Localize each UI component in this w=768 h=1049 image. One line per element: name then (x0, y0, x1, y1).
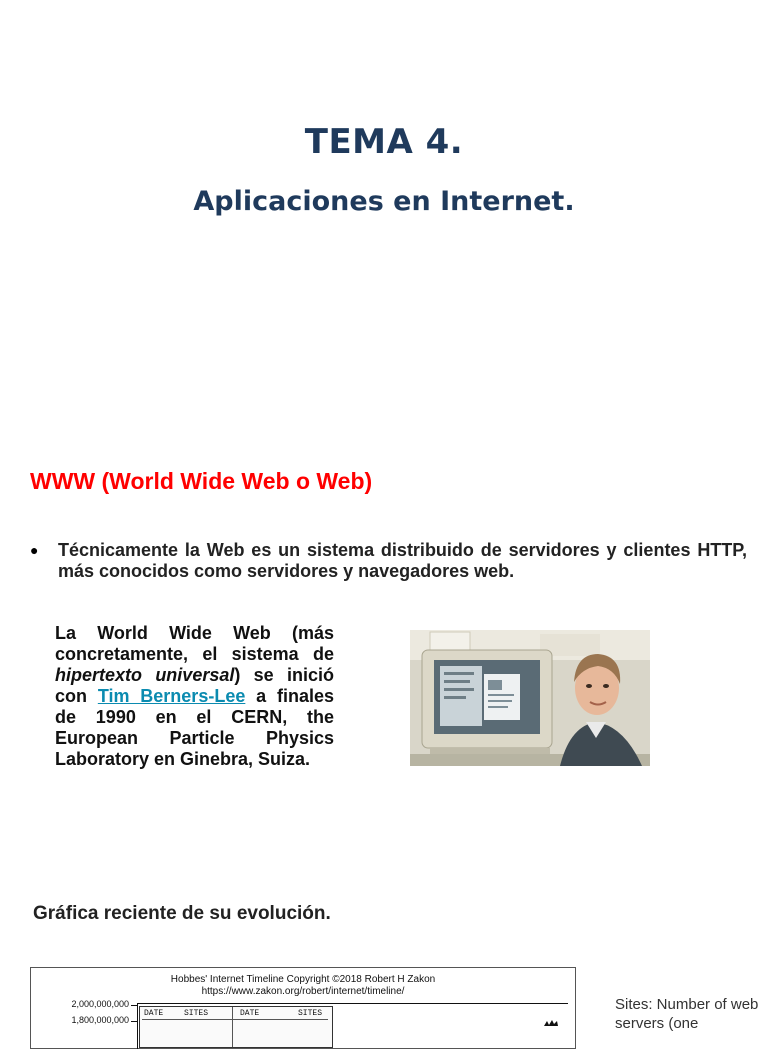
intro-text-1: La World Wide Web (más concretamente, el sistema de (55, 623, 334, 664)
person-at-computer-photo (410, 630, 650, 766)
chart-url: https://www.zakon.org/robert/internet/timeline/ (201, 986, 405, 997)
y-tick-label: 2,000,000,000 (71, 999, 129, 1009)
table-header: DATE (144, 1009, 164, 1018)
table-header: DATE (240, 1009, 260, 1018)
chart-data-table (139, 1006, 333, 1048)
graph-heading: Gráfica reciente de su evolución. (33, 903, 331, 924)
table-divider (232, 1007, 233, 1047)
table-header: SITES (298, 1009, 323, 1018)
internet-timeline-chart (30, 967, 576, 1049)
chart-title: Hobbes' Internet Timeline Copyright ©2018 Robert H Zakon (170, 974, 436, 985)
table-header: SITES (184, 1009, 209, 1018)
y-tick-label: 1,800,000,000 (71, 1015, 129, 1025)
intro-paragraph (55, 623, 334, 770)
intro-italic: hipertexto universal (55, 665, 235, 685)
intro-text-3: a finales de 1990 en el CERN, the European Particle Physics Laboratory en Ginebra, Suiza. (55, 686, 334, 769)
page-title: TEMA 4. (304, 122, 464, 162)
intro-text-2: ) se inició con (55, 665, 334, 706)
squiggle-legend-icon (543, 1015, 559, 1024)
table-header-rule (142, 1019, 328, 1020)
chart-side-note: Sites: Number of web servers (one (615, 996, 759, 1032)
bullet-icon: ● (30, 542, 39, 558)
tim-berners-lee-link[interactable]: Tim Berners-Lee (97, 686, 246, 706)
bullet-item (30, 540, 747, 582)
bullet-text: Técnicamente la Web es un sistema distribuido de servidores y clientes HTTP, más conocidos como servidores y navegadores web. (58, 540, 747, 581)
section-heading-www: WWW (World Wide Web o Web) (30, 468, 373, 494)
page-subtitle: Aplicaciones en Internet. (193, 186, 575, 217)
